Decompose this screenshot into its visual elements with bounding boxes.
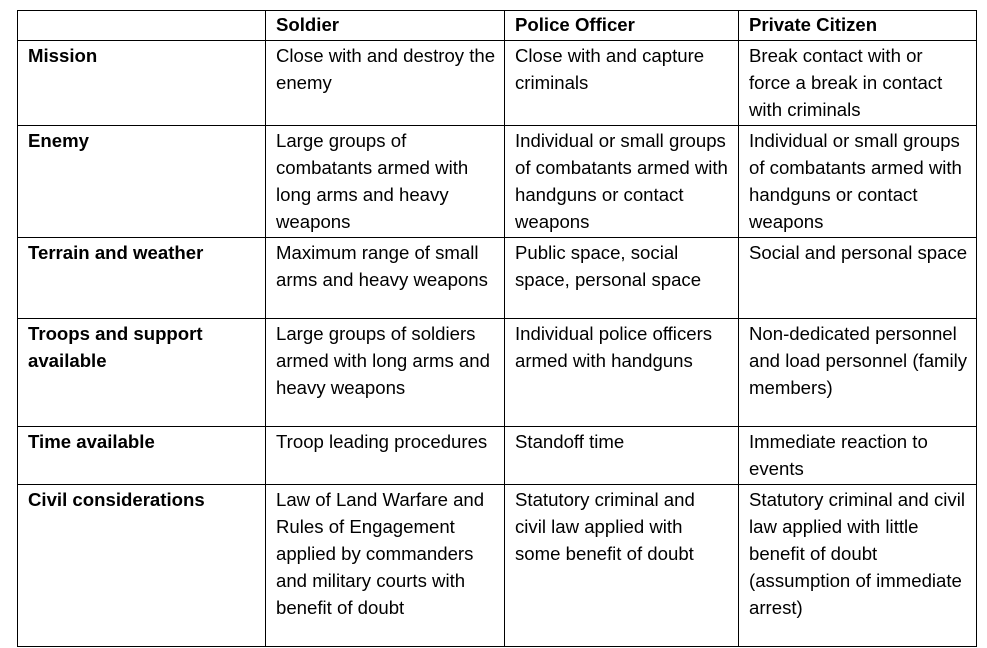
header-row — [18, 11, 977, 41]
table-row-mission — [18, 41, 977, 126]
table-row-terrain-and-weather — [18, 238, 977, 319]
cell-police-officer: Standoff time — [505, 427, 739, 485]
cell-police-officer: Public space, social space, personal space — [505, 238, 739, 319]
cell-police-officer: Close with and capture criminals — [505, 41, 739, 126]
cell-police-officer: Individual or small groups of combatants armed with handguns or contact weapons — [505, 126, 739, 238]
row-label: Enemy — [18, 126, 266, 238]
table-row-troops-and-support — [18, 319, 977, 427]
row-label: Mission — [18, 41, 266, 126]
cell-private-citizen: Non-dedicated personnel and load personnel (family members) — [739, 319, 977, 427]
row-label: Terrain and weather — [18, 238, 266, 319]
row-label: Civil considerations — [18, 485, 266, 647]
cell-soldier: Large groups of soldiers armed with long arms and heavy weapons — [266, 319, 505, 427]
table-row-enemy — [18, 126, 977, 238]
cell-soldier: Troop leading procedures — [266, 427, 505, 485]
cell-soldier: Large groups of combatants armed with long arms and heavy weapons — [266, 126, 505, 238]
cell-private-citizen: Statutory criminal and civil law applied with little benefit of doubt (assumption of immediate arrest) — [739, 485, 977, 647]
cell-police-officer: Statutory criminal and civil law applied with some benefit of doubt — [505, 485, 739, 647]
comparison-table — [17, 10, 977, 647]
cell-soldier: Law of Land Warfare and Rules of Engagement applied by commanders and military courts with benefit of doubt — [266, 485, 505, 647]
cell-private-citizen: Social and personal space — [739, 238, 977, 319]
cell-private-citizen: Break contact with or force a break in contact with criminals — [739, 41, 977, 126]
header-private-citizen: Private Citizen — [739, 11, 977, 41]
cell-private-citizen: Immediate reaction to events — [739, 427, 977, 485]
row-label: Time available — [18, 427, 266, 485]
cell-soldier: Close with and destroy the enemy — [266, 41, 505, 126]
cell-soldier: Maximum range of small arms and heavy weapons — [266, 238, 505, 319]
cell-police-officer: Individual police officers armed with handguns — [505, 319, 739, 427]
table-row-time-available — [18, 427, 977, 485]
comparison-table-container — [17, 10, 977, 647]
cell-private-citizen: Individual or small groups of combatants armed with handguns or contact weapons — [739, 126, 977, 238]
header-police-officer: Police Officer — [505, 11, 739, 41]
row-label: Troops and support available — [18, 319, 266, 427]
header-corner-cell — [18, 11, 266, 41]
table-row-civil-considerations — [18, 485, 977, 647]
header-soldier: Soldier — [266, 11, 505, 41]
